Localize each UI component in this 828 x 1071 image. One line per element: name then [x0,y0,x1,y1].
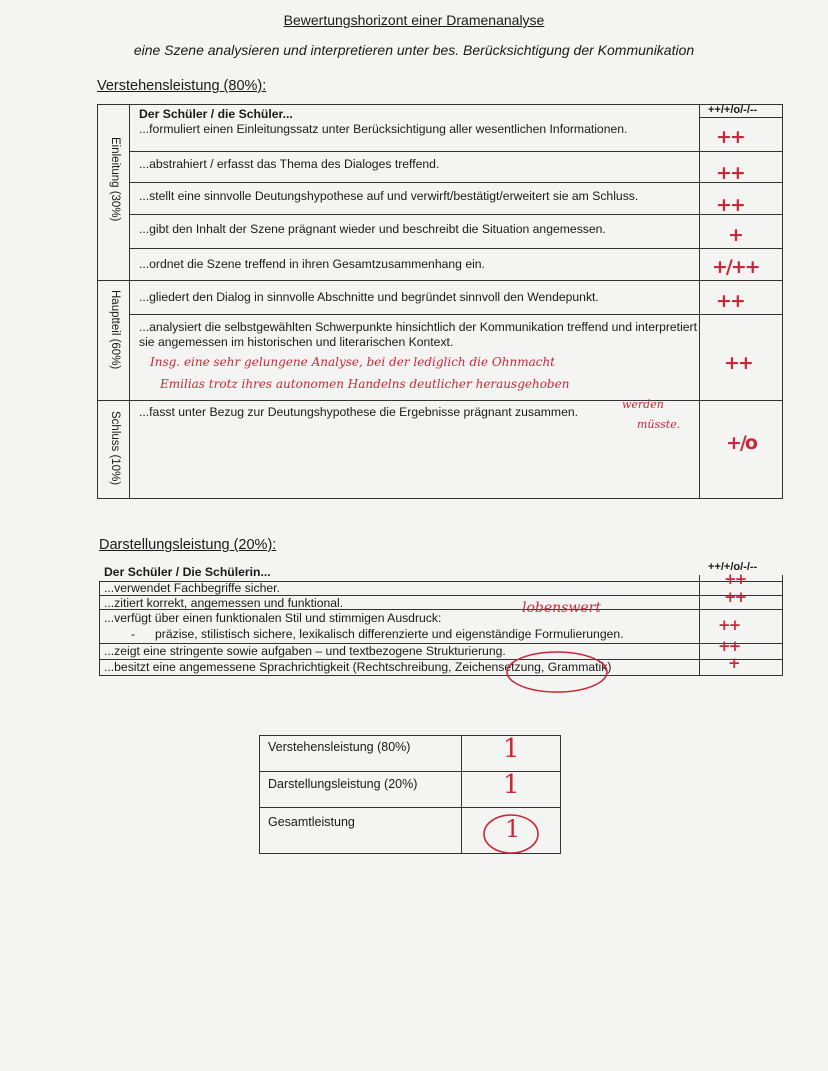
handwritten-comment: Insg. eine sehr gelungene Analyse, bei der lediglich die Ohnmacht [150,355,556,369]
grade-mark: ++ [718,637,740,655]
grade-scale-header: ++/+/o/-/-- [708,561,758,573]
darstellung-intro: Der Schüler / Die Schülerin... [104,565,271,579]
row-line [699,117,783,118]
table-border [99,581,100,675]
grade-mark: +/o [726,432,756,454]
grade-mark: + [728,224,742,246]
table-border [129,104,130,498]
table-border [461,735,462,853]
row-line [129,248,783,249]
row-line [259,807,561,808]
grade-mark: ++ [716,194,744,216]
table-border [259,735,260,853]
criterion-text: ...gibt den Inhalt der Szene prägnant wieder und beschreibt die Situation angemessen. [139,222,606,236]
grade-mark: + [728,654,739,672]
grade-mark: ++ [724,570,746,588]
document-title: Bewertungshorizont einer Dramenanalyse [283,12,545,28]
section-label-schluss: Schluss (10%) [109,411,121,486]
section-divider [97,280,699,281]
row-line [129,151,783,152]
table-border [699,104,700,498]
table-border [782,575,783,675]
darstellung-heading: Darstellungsleistung (20%): [99,537,277,553]
table-border [97,104,98,498]
verstehen-heading: Verstehensleistung (80%): [97,78,267,94]
result-grade: 1 [505,815,521,843]
row-line [129,214,783,215]
row-line [99,675,783,676]
handwritten-comment: werden [622,398,664,411]
criterion-text: ...verwendet Fachbegriffe sicher. [104,581,280,595]
section-divider [97,400,699,401]
result-grade: 1 [503,770,520,800]
section-label-hauptteil: Hauptteil (60%) [109,290,121,370]
correction-circle [504,648,610,696]
criterion-subtext: präzise, stilistisch sichere, lexikalisch differenzierte und eigenständige Formulierungen. [155,627,624,641]
verstehen-intro: Der Schüler / die Schüler... [139,107,293,121]
row-line [699,280,783,281]
result-label: Gesamtleistung [268,815,355,829]
result-label: Verstehensleistung (80%) [268,740,411,754]
grade-mark: ++ [716,126,744,148]
row-line [129,314,783,315]
row-line [129,182,783,183]
criterion-text: ...zitiert korrekt, angemessen und funktional. [104,596,344,610]
criterion-text: ...stellt eine sinnvolle Deutungshypothese auf und verwirft/bestätigt/erweitert sie am Schluss. [139,189,639,203]
criterion-text: ...zeigt eine stringente sowie aufgaben – und textbezogene Strukturierung. [104,644,506,658]
handwritten-comment: lobenswert [522,600,601,616]
result-label: Darstellungsleistung (20%) [268,777,418,791]
criterion-text: ...verfügt über einen funktionalen Stil und stimmigen Ausdruck: [104,611,442,625]
final-grade-circle [480,812,542,856]
row-line [699,400,783,401]
handwritten-comment: müsste. [637,418,681,431]
grade-scale-header: ++/+/o/-/-- [708,104,758,116]
grade-mark: ++ [724,352,752,374]
result-grade: 1 [503,734,520,764]
table-border [97,104,783,105]
grade-mark: ++ [716,290,744,312]
criterion-text: ...analysiert die selbstgewählten Schwerpunkte hinsichtlich der Kommunikation treffend und interpretiert sie angemessen im historischen und literarischen Kontext. [139,320,697,349]
table-border [560,735,561,853]
handwritten-comment: Emilias trotz ihres autonomen Handelns deutlicher herausgehoben [160,377,570,391]
grade-mark: ++ [716,162,744,184]
criterion-text: ...abstrahiert / erfasst das Thema des Dialoges treffend. [139,157,440,171]
section-label-einleitung: Einleitung (30%) [109,137,121,222]
grade-mark: ++ [718,616,740,634]
criterion-text: ...gliedert den Dialog in sinnvolle Abschnitte und begründet sinnvoll den Wendepunkt. [139,290,599,304]
table-border [699,575,700,675]
sub-bullet: - [131,627,136,641]
criterion-text: ...besitzt eine angemessene Sprachrichtigkeit (Rechtschreibung, Zeichensetzung, Grammatik) [104,660,612,674]
document-subtitle: eine Szene analysieren und interpretieren unter bes. Berücksichtigung der Kommunikation [133,42,695,58]
table-border [782,104,783,498]
criterion-text: ...ordnet die Szene treffend in ihren Gesamtzusammenhang ein. [139,257,485,271]
grade-mark: +/++ [712,256,759,278]
correction-circle-stroke [507,652,607,692]
final-grade-circle-stroke [484,815,538,853]
criterion-text: ...fasst unter Bezug zur Deutungshypothese die Ergebnisse prägnant zusammen. [139,405,579,419]
grade-mark: ++ [724,588,746,606]
table-border [97,498,783,499]
criterion-text: ...formuliert einen Einleitungssatz unter Berücksichtigung aller wesentlichen Informationen. [139,122,628,136]
